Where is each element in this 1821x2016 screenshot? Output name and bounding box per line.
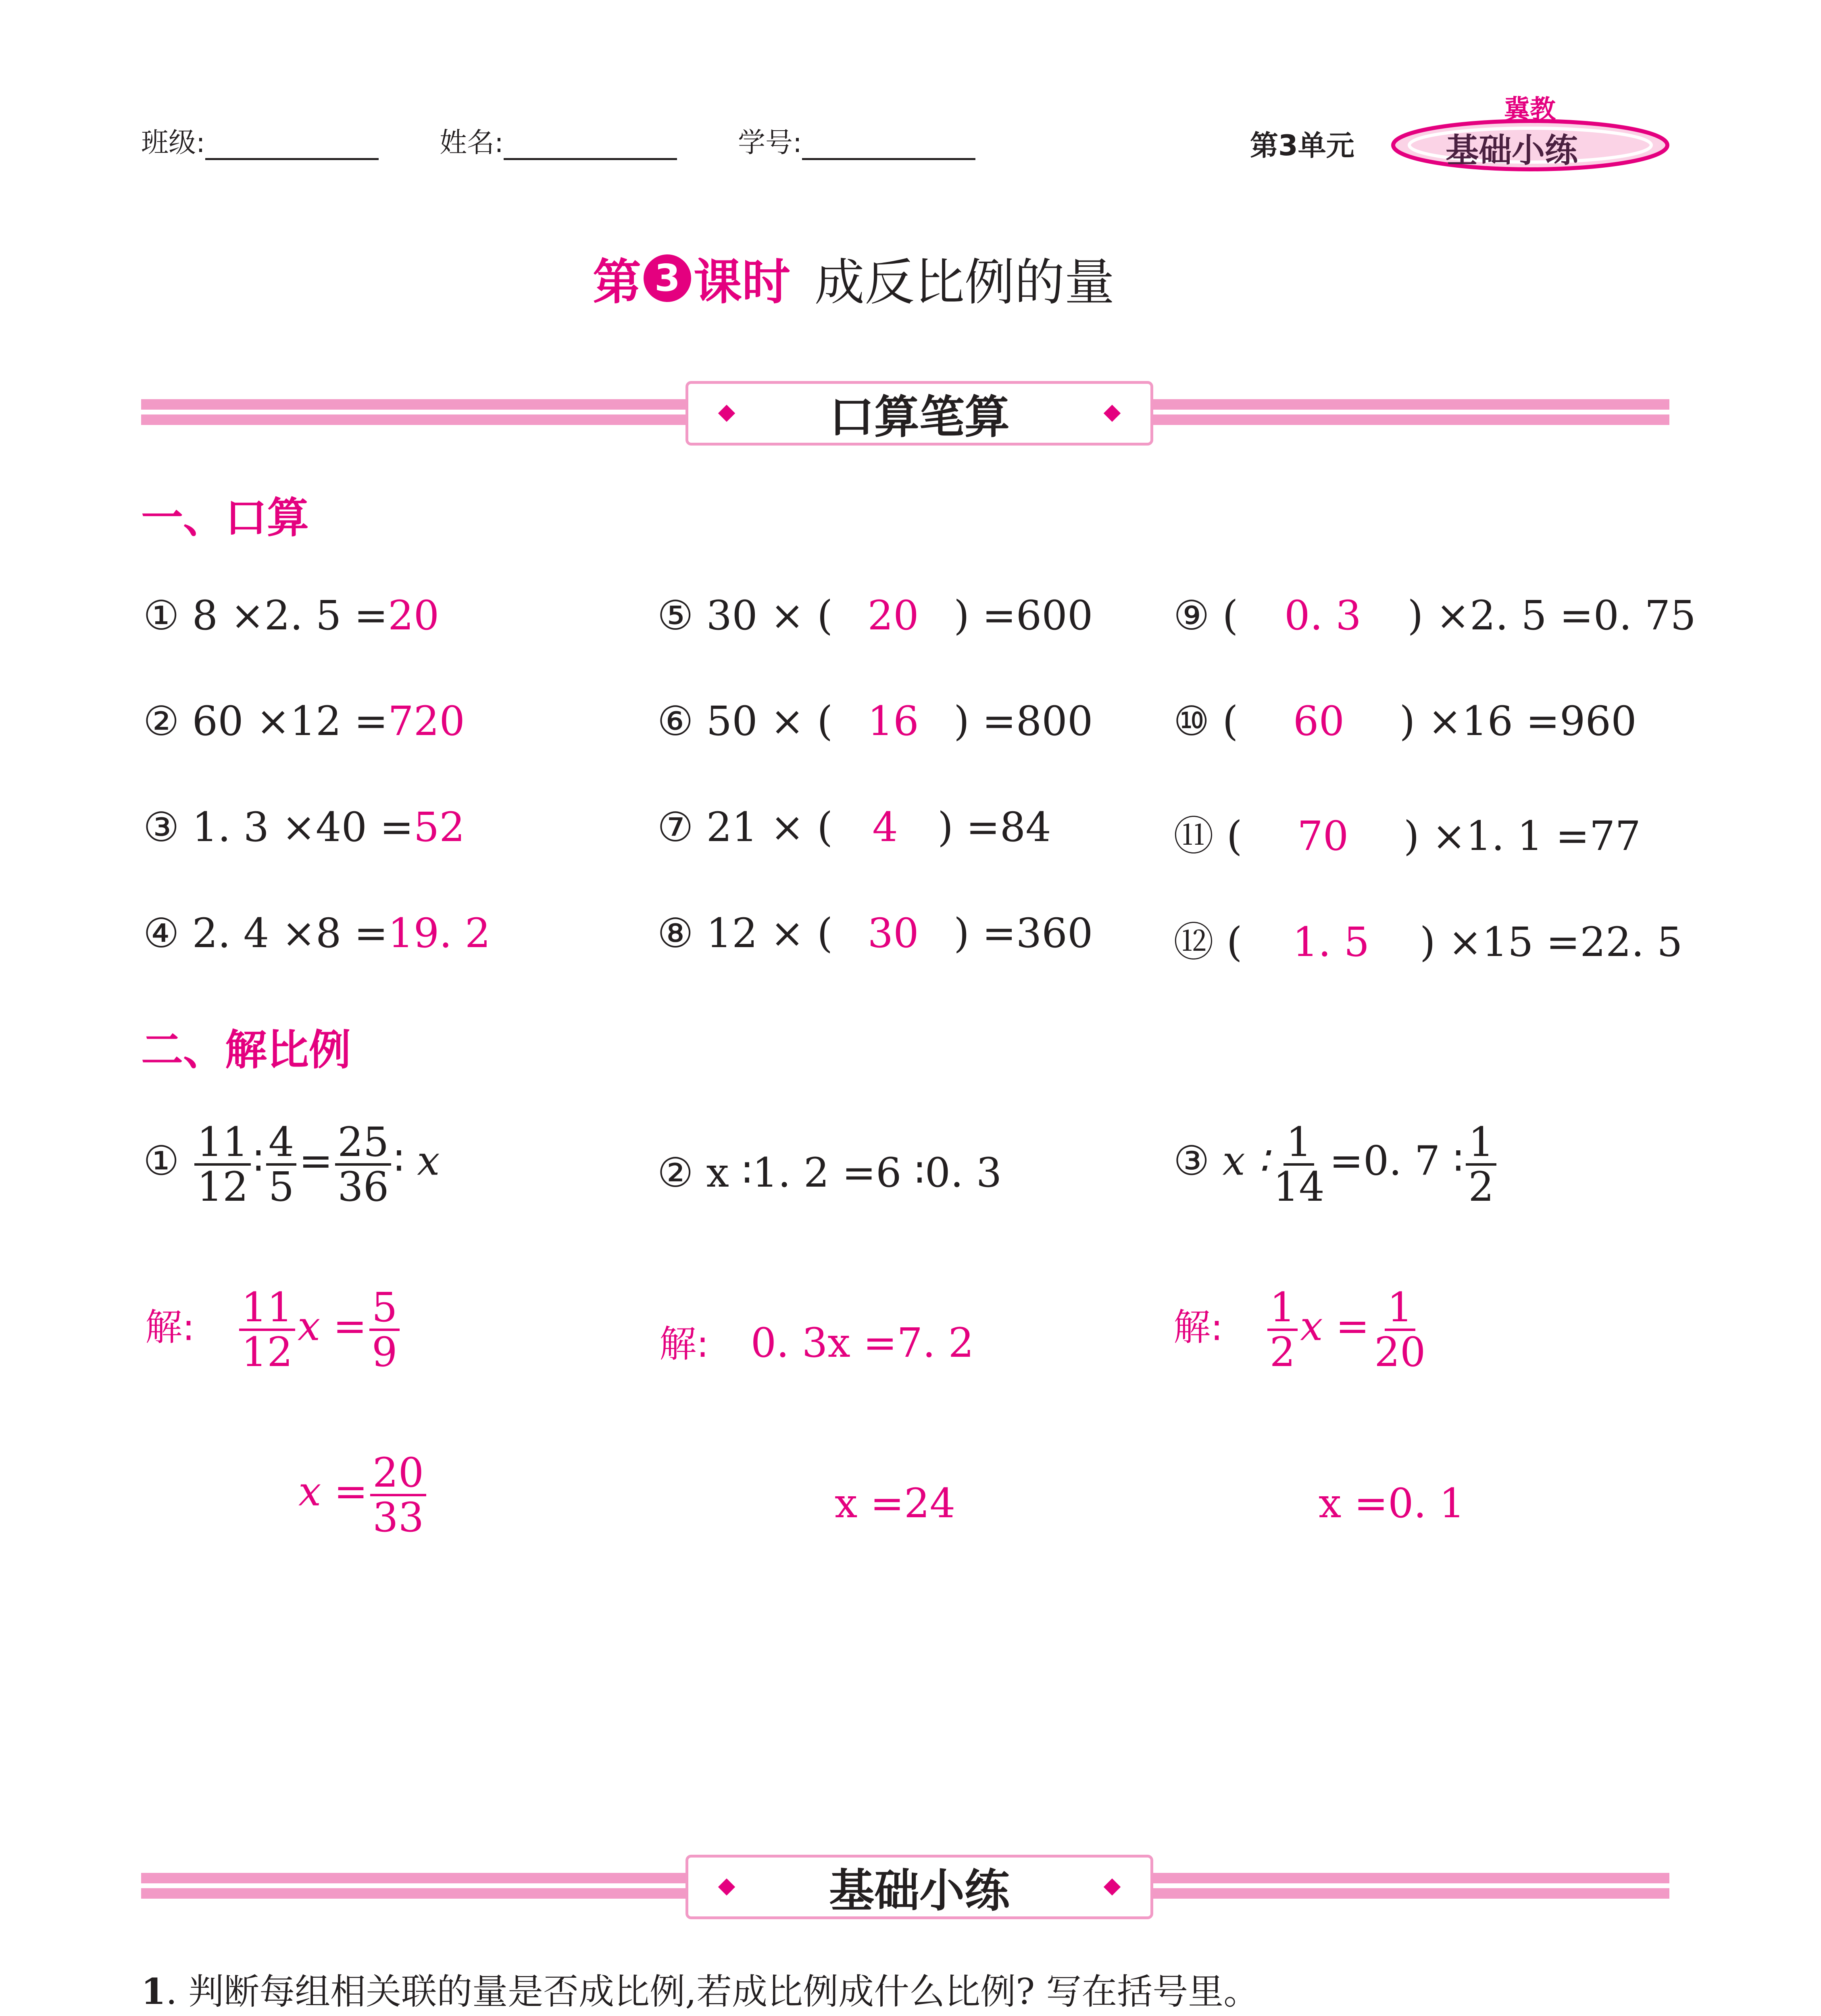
oral-item-11: ⑪ ( 70 ) ×1. 1 =77 xyxy=(1173,812,1641,860)
unit-label: 第3单元 xyxy=(1250,129,1354,162)
class-field xyxy=(141,121,379,160)
oral-item-2: ② 60 ×12 =720 xyxy=(143,698,465,745)
student-id-label: 学号: xyxy=(738,127,802,159)
solution-1-step-1: 解: $\frac{11}{12}$ x = $\frac{5}{9}$ xyxy=(145,1286,402,1373)
answer: 70 xyxy=(1297,812,1349,860)
banner-oral-written-label: 口算笔算 xyxy=(829,391,1010,444)
solution-2-step-2: x =24 xyxy=(835,1480,956,1527)
lesson-suffix: 课时 xyxy=(694,254,790,310)
proportion-problem-3: ③ x ∶ $\frac{1}{14}$ =0. 7 ∶ $\frac{1}{2}$ xyxy=(1173,1121,1499,1208)
proportion-problem-2: ② x ∶1. 2 =6 ∶0. 3 xyxy=(657,1149,1002,1196)
oral-item-3: ③ 1. 3 ×40 =52 xyxy=(143,804,465,851)
lesson-number-badge: 3 xyxy=(644,254,691,302)
answer: 0. 3 xyxy=(1284,592,1361,639)
answer: 4 xyxy=(872,804,898,851)
solution-2-step-1: 解: 0. 3x =7. 2 xyxy=(659,1319,974,1366)
answer: 19. 2 xyxy=(388,910,491,957)
oral-item-7: ⑦ 21 × ( 4 ) =84 xyxy=(657,804,1051,851)
answer: 30 xyxy=(867,910,919,957)
proportion-problem-1: ① $\frac{11}{12}$ ∶ $\frac{4}{5}$ = $\frac{25}{36}$ ∶ x xyxy=(143,1118,440,1210)
section-proportion-title: 二、解比例 xyxy=(141,1025,351,1075)
class-blank[interactable] xyxy=(205,135,379,160)
edition-label: 冀教 xyxy=(1504,95,1556,125)
answer: 60 xyxy=(1293,698,1345,745)
answer: 20 xyxy=(867,592,919,639)
banner-oral-written xyxy=(685,381,1153,446)
name-field xyxy=(440,121,677,160)
answer: 20 xyxy=(388,592,440,639)
solution-1-step-2: x = $\frac{20}{33}$ xyxy=(298,1452,429,1539)
lesson-title xyxy=(593,246,1115,310)
name-blank[interactable] xyxy=(504,135,677,160)
diamond-icon xyxy=(718,1879,735,1895)
student-id-blank[interactable] xyxy=(802,135,975,160)
diamond-icon xyxy=(718,405,735,422)
oral-item-6: ⑥ 50 × ( 16 ) =800 xyxy=(657,698,1093,745)
oral-item-1: ① 8 ×2. 5 =20 xyxy=(143,592,440,639)
oral-item-4: ④ 2. 4 ×8 =19. 2 xyxy=(143,910,491,957)
banner-basic-practice-label: 基础小练 xyxy=(829,1864,1010,1917)
name-label: 姓名: xyxy=(440,127,504,159)
series-title: 基础小练 xyxy=(1446,131,1578,170)
class-label: 班级: xyxy=(141,127,205,159)
question-1: 1. 判断每组相关联的量是否成比例,若成比例成什么比例? 写在括号里。 xyxy=(141,1970,1259,2012)
solution-3-step-1: 解: $\frac{1}{2}$ x = $\frac{1}{20}$ xyxy=(1173,1284,1426,1376)
banner-basic-practice xyxy=(685,1855,1153,1919)
oral-item-5: ⑤ 30 × ( 20 ) =600 xyxy=(657,592,1093,639)
oral-item-8: ⑧ 12 × ( 30 ) =360 xyxy=(657,910,1093,957)
answer: 16 xyxy=(867,698,919,745)
diamond-icon xyxy=(1104,405,1121,422)
diamond-icon xyxy=(1104,1879,1121,1895)
lesson-prefix: 第 xyxy=(593,254,641,310)
oral-item-10: ⑩ ( 60 ) ×16 =960 xyxy=(1173,698,1637,745)
student-id-field xyxy=(738,121,975,160)
section-oral-title: 一、口算 xyxy=(141,493,309,542)
oral-item-12: ⑫ ( 1. 5 ) ×15 =22. 5 xyxy=(1173,918,1683,966)
solution-3-step-2: x =0. 1 xyxy=(1319,1480,1465,1527)
answer: 720 xyxy=(388,698,465,745)
answer: 1. 5 xyxy=(1292,918,1370,966)
lesson-name: 成反比例的量 xyxy=(815,254,1115,312)
oral-item-9: ⑨ ( 0. 3 ) ×2. 5 =0. 75 xyxy=(1173,592,1696,639)
series-logo xyxy=(1379,81,1681,177)
answer: 52 xyxy=(413,804,465,851)
